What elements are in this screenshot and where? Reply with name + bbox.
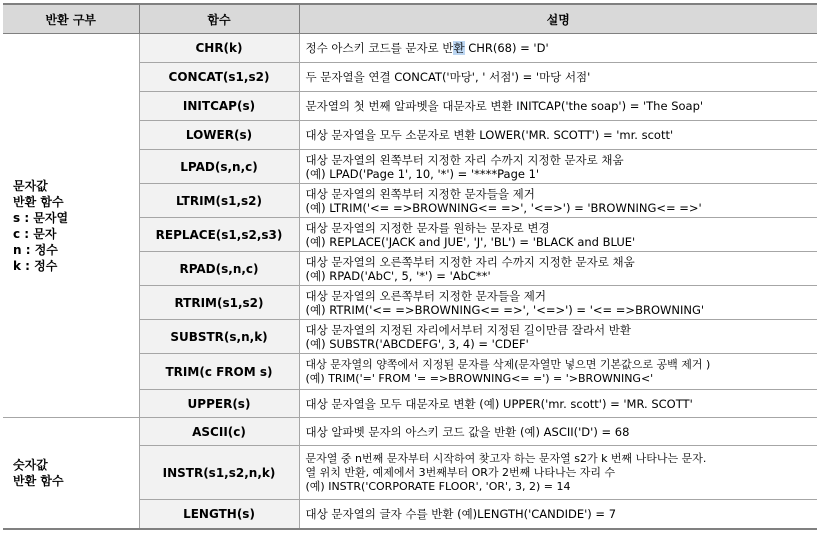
function-description: 문자열 중 n번째 문자부터 시작하여 찾고자 하는 문자열 s2가 k 번째 나타나는 문자. 열 위치 반환, 예제에서 3번째부터 OR가 2번째 나타나는 자리 수 (예) INSTR('CORPORATE FLOOR', 'OR', 3, 2) = 14 — [299, 446, 817, 500]
sql-function-table — [3, 3, 817, 530]
function-name: CONCAT(s1,s2) — [139, 63, 299, 92]
header-description: 설명 — [299, 4, 817, 34]
function-description: 대상 문자열의 왼쪽부터 지정한 자리 수까지 지정한 문자로 채움 (예) LPAD('Page 1', 10, '*') = '****Page 1' — [299, 150, 817, 184]
function-name: LPAD(s,n,c) — [139, 150, 299, 184]
function-name: REPLACE(s1,s2,s3) — [139, 218, 299, 252]
function-name: LTRIM(s1,s2) — [139, 184, 299, 218]
category-cell-number — [3, 418, 139, 529]
function-name: RPAD(s,n,c) — [139, 252, 299, 286]
function-name: TRIM(c FROM s) — [139, 354, 299, 390]
table-row — [3, 418, 817, 446]
header-function: 함수 — [139, 4, 299, 34]
function-name: LENGTH(s) — [139, 500, 299, 529]
function-description: 대상 문자열을 모두 소문자로 변환 LOWER('MR. SCOTT') = 'mr. scott' — [299, 121, 817, 150]
function-description: 문자열의 첫 번째 알파벳을 대문자로 변환 INITCAP('the soap') = 'The Soap' — [299, 92, 817, 121]
function-description: 두 문자열을 연결 CONCAT('마당', ' 서점') = '마당 서점' — [299, 63, 817, 92]
function-description: 대상 문자열의 오른쪽부터 지정한 자리 수까지 지정한 문자로 채움 (예) RPAD('AbC', 5, '*') = 'AbC**' — [299, 252, 817, 286]
function-description: 대상 문자열의 왼쪽부터 지정한 문자들을 제거 (예) LTRIM('<= =>BROWNING<= =>', '<=>') = 'BROWNING<= =>' — [299, 184, 817, 218]
function-name: CHR(k) — [139, 34, 299, 63]
desc-text: CHR(68) = 'D' — [464, 41, 549, 55]
function-description: 대상 문자열의 지정된 자리에서부터 지정된 길이만큼 잘라서 반환 (예) SUBSTR('ABCDEFG', 3, 4) = 'CDEF' — [299, 320, 817, 354]
function-name: SUBSTR(s,n,k) — [139, 320, 299, 354]
function-description: 대상 문자열의 지정한 문자를 원하는 문자로 변경 (예) REPLACE('JACK and JUE', 'J', 'BL') = 'BLACK and BLUE' — [299, 218, 817, 252]
function-description: 대상 문자열의 글자 수를 반환 (예)LENGTH('CANDIDE') = 7 — [299, 500, 817, 529]
function-description: 대상 알파벳 문자의 아스키 코드 값을 반환 (예) ASCII('D') = 68 — [299, 418, 817, 446]
function-name: RTRIM(s1,s2) — [139, 286, 299, 320]
function-description: 대상 문자열의 양쪽에서 지정된 문자를 삭제(문자열만 넣으면 기본값으로 공백 제거 ) (예) TRIM('=' FROM '= =>BROWNING<= =') = '>BROWNING<' — [299, 354, 817, 390]
function-description: 대상 문자열을 모두 대문자로 변환 (예) UPPER('mr. scott') = 'MR. SCOTT' — [299, 390, 817, 418]
category-cell-string — [3, 34, 139, 418]
category-label: 숫자값 반환 함수 — [13, 457, 64, 488]
category-label: 문자값 반환 함수 s : 문자열 c : 문자 n : 정수 k : 정수 — [13, 178, 69, 273]
function-name: ASCII(c) — [139, 418, 299, 446]
header-category: 반환 구부 — [3, 4, 139, 34]
function-description — [299, 34, 817, 63]
function-name: LOWER(s) — [139, 121, 299, 150]
table-header-row — [3, 4, 817, 34]
table-row — [3, 34, 817, 63]
text-selection-highlight: 환 — [453, 41, 465, 55]
function-description: 대상 문자열의 오른쪽부터 지정한 문자들을 제거 (예) RTRIM('<= =>BROWNING<= =>', '<=>') = '<= =>BROWNING' — [299, 286, 817, 320]
function-name: UPPER(s) — [139, 390, 299, 418]
desc-text: 정수 아스키 코드를 문자로 반 — [305, 41, 454, 55]
function-name: INSTR(s1,s2,n,k) — [139, 446, 299, 500]
function-name: INITCAP(s) — [139, 92, 299, 121]
